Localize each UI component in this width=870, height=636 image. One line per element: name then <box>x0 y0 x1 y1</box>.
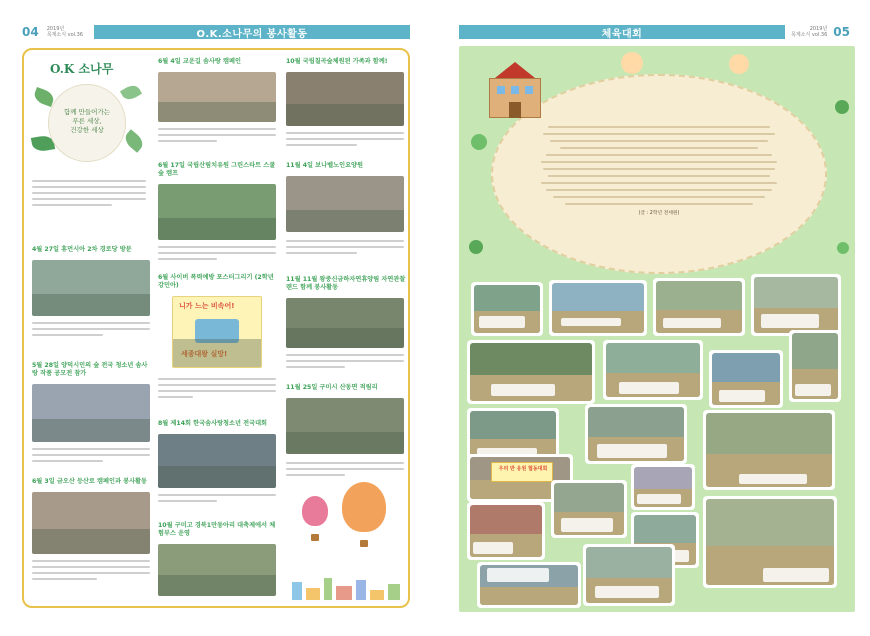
issue-meta: 2019년 목계소식 vol.36 <box>46 26 83 38</box>
tree-icon <box>469 240 483 254</box>
tree-icon <box>837 242 849 254</box>
page-number: 05 <box>833 25 850 39</box>
article-credit: (글 : 2학년 전세원) <box>638 211 680 216</box>
section-body <box>158 378 276 402</box>
balloon-basket-icon <box>311 534 319 541</box>
section-heading: 8월 제14회 한국솜사랑청소년 전국대회 <box>158 420 268 427</box>
sports-photo <box>549 280 647 336</box>
activity-photo <box>32 384 150 442</box>
section-body <box>158 494 276 506</box>
activity-photo <box>286 398 404 454</box>
section-body <box>286 354 404 372</box>
sports-photo <box>467 502 545 560</box>
poster-figure <box>195 319 239 343</box>
cheer-banner <box>491 462 553 482</box>
right-page-header <box>791 24 850 40</box>
sports-photo <box>583 544 675 606</box>
section-body <box>158 246 276 264</box>
town-skyline-decoration <box>288 570 406 600</box>
ok-sonamu-logo <box>30 56 146 184</box>
section-body <box>286 132 404 150</box>
article-text <box>541 124 777 217</box>
activity-photo <box>158 434 276 488</box>
activity-photo <box>158 544 276 596</box>
section-heading: 11월 11월 왕중신금하자연휴양림 자연관찰랜드 함께 봉사활동 <box>286 276 406 291</box>
activity-photo <box>32 260 150 316</box>
activity-photo <box>158 184 276 240</box>
page-number: 04 <box>22 25 39 39</box>
section-body <box>286 240 404 258</box>
section-body <box>286 462 404 480</box>
tree-icon <box>471 134 487 150</box>
kid-figure-icon <box>621 52 643 74</box>
sports-photo <box>477 562 581 608</box>
sports-photo <box>631 464 695 510</box>
sports-photo <box>789 330 841 402</box>
poster-image <box>172 296 262 368</box>
sports-photo <box>751 274 841 336</box>
poster-text: 세종대왕 실망! <box>181 350 228 358</box>
sports-photo <box>603 340 703 400</box>
section-heading: 10월 구미고 경북1만동아리 대축제에서 체험부스 운영 <box>158 522 276 537</box>
issue-meta: 2019년 목계소식 vol.36 <box>791 26 828 38</box>
hot-air-balloon-icon <box>302 496 328 526</box>
section-body <box>158 128 276 146</box>
poster-text: 니가 느는 비속어! <box>179 302 235 310</box>
left-page <box>0 0 430 636</box>
kid-figure-icon <box>729 54 749 74</box>
right-page <box>445 0 870 636</box>
sports-photo <box>471 282 543 336</box>
section-body <box>32 560 150 584</box>
school-building-icon <box>485 62 545 120</box>
sports-photo <box>467 340 595 404</box>
section-heading: 4월 27일 휴먼시아 2차 경로당 방문 <box>32 246 132 253</box>
activity-photo <box>286 176 404 232</box>
intro-text <box>32 180 146 210</box>
sports-photo <box>585 404 687 464</box>
sports-photo <box>703 496 837 588</box>
section-heading: 5월 28일 양덕시민의 숲 전국 청소년 솜사랑 작품 공모전 참가 <box>32 362 148 377</box>
section-heading: 6월 17일 국립산림치유원 그린스타트 스쿨 숲 캠프 <box>158 162 276 177</box>
leaf-icon <box>120 82 142 102</box>
cheer-banner-text: 우리 반 응원 협동대회 <box>498 466 548 472</box>
section-body <box>32 448 150 466</box>
sports-photo <box>551 480 627 538</box>
section-body <box>32 322 150 340</box>
left-page-header <box>22 24 83 40</box>
section-title-bar: 체육대회 <box>459 25 785 39</box>
section-heading: 11월 4일 보나벨노인요양원 <box>286 162 363 169</box>
section-heading: 11월 25일 구미시 산동면 적림리 <box>286 384 378 391</box>
section-heading: 10월 국립칠곡숲체원된 가족과 함께! <box>286 58 388 65</box>
logo-slogan: 함께 만들어가는 푸른 세상, 건강한 세상 <box>63 108 111 134</box>
section-heading: 6월 4일 교운길 솜사랑 캠페인 <box>158 58 241 65</box>
sports-photo <box>703 410 835 490</box>
section-heading: 6월 사이버 폭력예방 포스터그리기 (2학년강민아) <box>158 274 274 289</box>
sports-photo <box>709 350 783 408</box>
activity-frame <box>22 48 410 608</box>
tree-icon <box>835 100 849 114</box>
activity-photo <box>158 72 276 122</box>
hot-air-balloon-icon <box>342 482 386 532</box>
section-heading: 6월 3일 금오산 등산로 캠페인과 봉사활동 <box>32 478 148 485</box>
leaf-icon <box>122 129 146 153</box>
logo-title: O.K 소나무 <box>50 62 114 76</box>
activity-photo <box>286 72 404 126</box>
activity-photo <box>286 298 404 348</box>
sports-photo <box>653 278 745 336</box>
balloon-basket-icon <box>360 540 368 547</box>
activity-photo <box>32 492 150 554</box>
section-title-bar: O.K.소나무의 봉사활동 <box>94 25 410 39</box>
